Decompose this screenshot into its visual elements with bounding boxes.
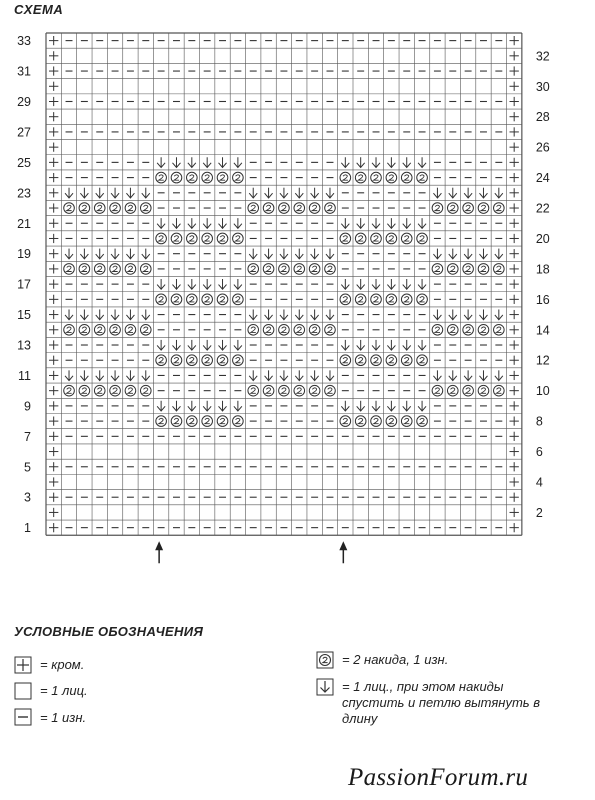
row-number-right: 12 <box>535 353 550 368</box>
row-number-left: 3 <box>24 490 31 505</box>
drop-stitch-icon <box>316 678 334 696</box>
row-number-left: 11 <box>18 368 31 383</box>
row-number-right: 4 <box>535 475 543 490</box>
legend-purl-label: = 1 изн. <box>40 710 87 725</box>
legend-yarn-over-label: = 2 накида, 1 изн. <box>342 652 449 667</box>
edge-stitch-icon <box>14 656 32 674</box>
row-number-right: 6 <box>535 445 543 460</box>
row-number-left: 29 <box>17 94 31 109</box>
row-number-right: 20 <box>535 231 550 246</box>
knit-icon <box>14 682 32 700</box>
row-number-left: 31 <box>17 64 31 79</box>
row-number-left: 17 <box>17 277 31 292</box>
watermark: PassionForum.ru <box>348 764 529 791</box>
row-number-left: 7 <box>24 429 31 444</box>
row-number-left: 25 <box>17 155 31 170</box>
row-number-right: 22 <box>535 201 550 216</box>
legend-edge-label: = кром. <box>40 657 85 672</box>
row-number-right: 26 <box>535 140 550 155</box>
repeat-arrow-head <box>339 541 347 550</box>
row-number-right: 30 <box>535 79 550 94</box>
row-number-left: 21 <box>17 216 31 231</box>
row-number-left: 15 <box>17 308 31 323</box>
row-number-right: 28 <box>535 110 550 125</box>
double-yarn-over-icon <box>316 651 334 669</box>
row-number-left: 33 <box>17 34 31 49</box>
row-number-left: 27 <box>17 125 31 140</box>
row-number-right: 18 <box>535 262 550 277</box>
row-number-right: 24 <box>535 171 550 186</box>
row-number-right: 10 <box>535 384 550 399</box>
legend-knit-label: = 1 лиц. <box>40 683 88 698</box>
row-number-right: 14 <box>535 323 550 338</box>
purl-icon <box>14 708 32 726</box>
row-number-right: 2 <box>535 505 543 520</box>
row-number-left: 5 <box>24 460 31 475</box>
row-number-left: 9 <box>24 399 31 414</box>
row-number-right: 32 <box>535 49 550 64</box>
legend-title: УСЛОВНЫЕ ОБОЗНАЧЕНИЯ <box>14 624 204 639</box>
row-number-left: 13 <box>17 338 31 353</box>
row-number-left: 1 <box>24 521 31 536</box>
legend-drop-label: = 1 лиц., при этом накиды спустить и петлю вытянуть в длину <box>342 679 541 726</box>
repeat-arrow-head <box>155 541 163 550</box>
row-number-right: 8 <box>535 414 543 429</box>
row-number-left: 19 <box>17 247 31 262</box>
row-number-right: 16 <box>535 292 550 307</box>
chart-title: СХЕМА <box>14 2 64 17</box>
row-number-left: 23 <box>17 186 31 201</box>
